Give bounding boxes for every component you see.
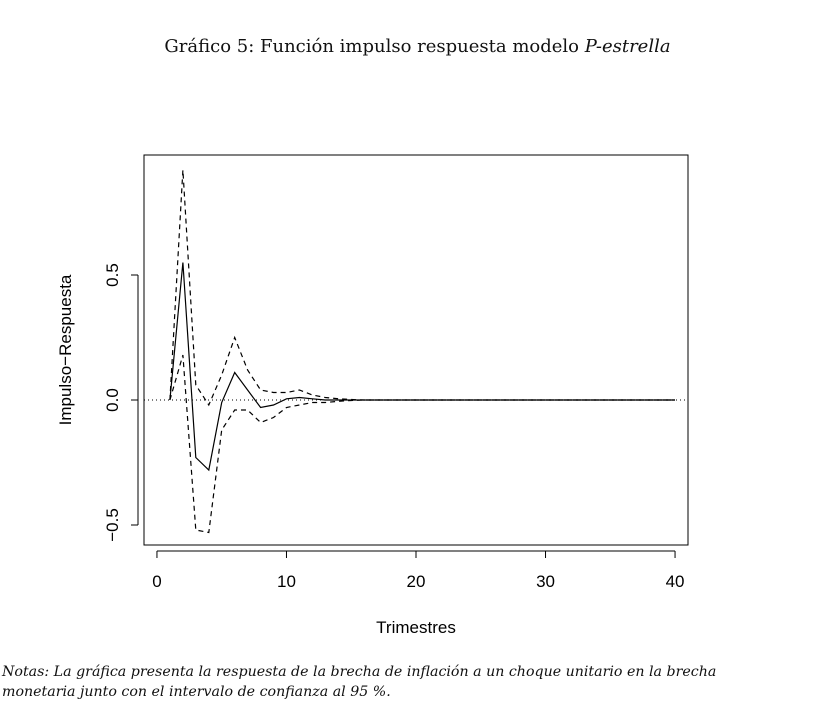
series-lower-band-line <box>170 355 675 533</box>
y-tick-label: −0.5 <box>103 508 122 542</box>
x-tick-label: 20 <box>406 572 426 591</box>
plot-frame <box>144 155 688 545</box>
x-tick-label: 40 <box>665 572 685 591</box>
x-tick-label: 10 <box>277 572 296 591</box>
figure-notes <box>2 662 832 702</box>
series-response-line <box>170 263 675 471</box>
chart-title-text: Gráfico 5: Función impulso respuesta modelo <box>164 36 585 57</box>
y-tick-label: 0.5 <box>103 263 122 287</box>
x-axis-label: Trimestres <box>376 618 456 637</box>
notes-line-1: Notas: La gráfica presenta la respuesta de la brecha de inflación a un choque unitario en la brecha <box>2 664 717 680</box>
series-upper-band-line <box>170 170 675 405</box>
x-tick-label: 30 <box>536 572 555 591</box>
y-tick-label: 0.0 <box>103 388 122 412</box>
chart-title-italic: P-estrella <box>584 36 671 57</box>
y-axis-label: Impulso−Respuesta <box>56 274 75 426</box>
notes-line-2: monetaria junto con el intervalo de confianza al 95 %. <box>2 684 391 700</box>
x-tick-label: 0 <box>152 572 162 591</box>
